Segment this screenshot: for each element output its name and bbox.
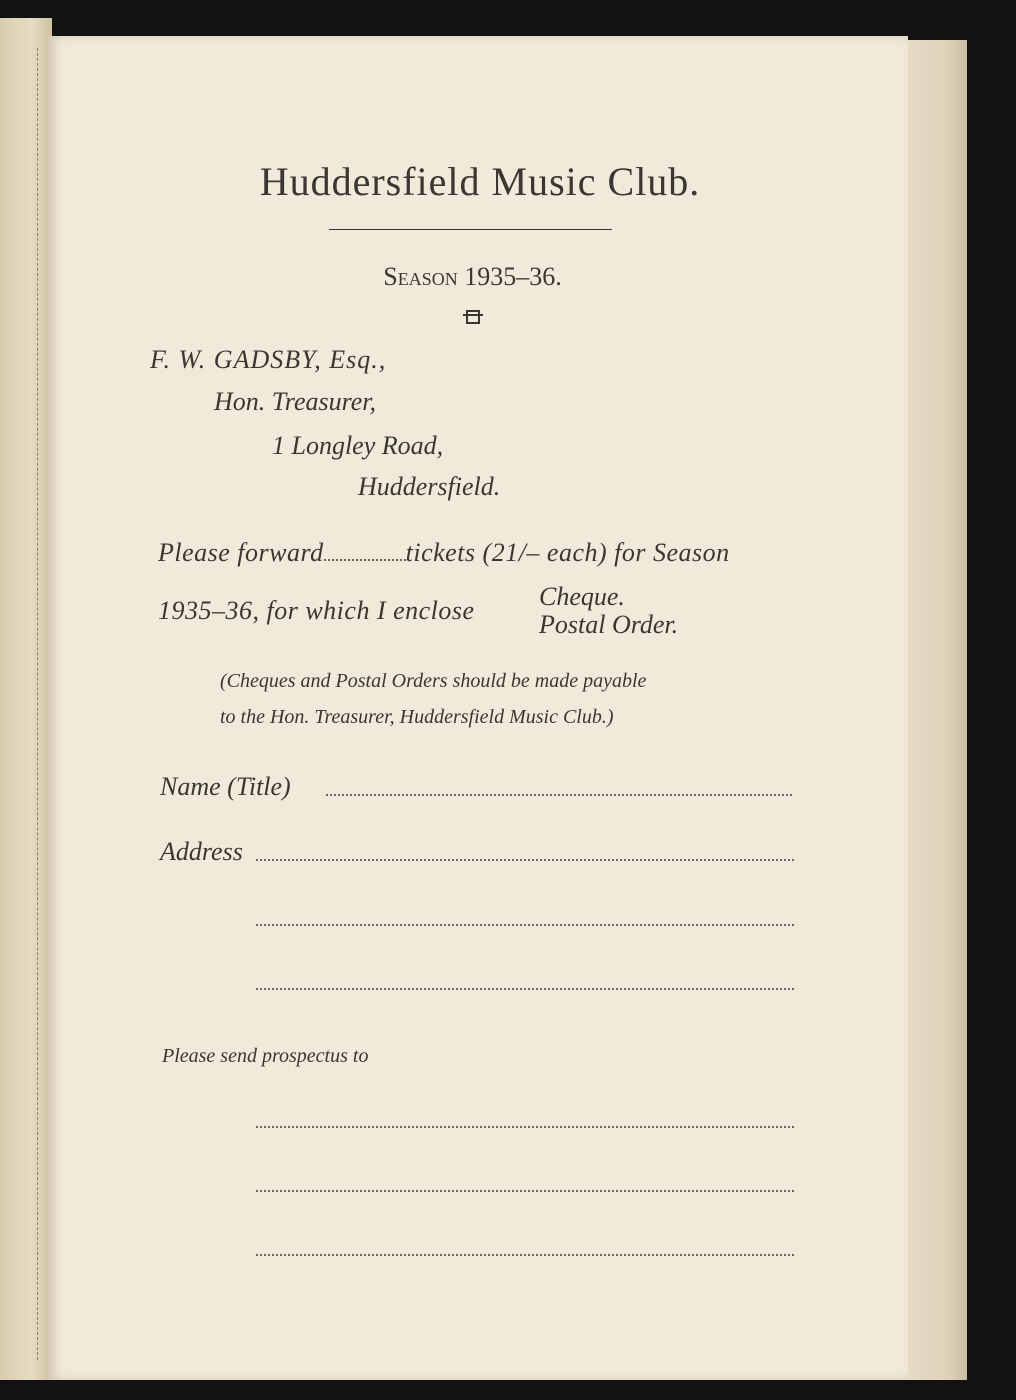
right-page-edge [906, 40, 967, 1380]
order-suffix: tickets (21/– each) for Season [405, 538, 730, 567]
recipient-street: 1 Longley Road, [272, 431, 444, 460]
recipient-town: Huddersfield. [358, 472, 501, 501]
payment-options [539, 583, 678, 639]
ticket-count-field[interactable] [324, 558, 406, 561]
name-field[interactable] [326, 794, 792, 796]
order-line-1 [158, 538, 730, 568]
left-page-edge [0, 18, 52, 1380]
title-rule [329, 229, 612, 230]
option-cheque: Cheque. [539, 582, 625, 611]
address-field-line-2[interactable] [256, 924, 794, 926]
name-label: Name (Title) [160, 772, 291, 801]
order-prefix: Please forward [158, 538, 324, 567]
prospectus-field-line-1[interactable] [256, 1126, 794, 1128]
stitching-line [36, 48, 38, 1360]
payment-note-line-2: to the Hon. Treasurer, Huddersfield Music Club.) [220, 706, 614, 728]
prospectus-field-line-3[interactable] [256, 1254, 794, 1256]
club-title: Huddersfield Music Club. [259, 159, 701, 204]
prospectus-field-line-2[interactable] [256, 1190, 794, 1192]
option-postal-order: Postal Order. [539, 610, 679, 639]
payment-note-line-1: (Cheques and Postal Orders should be made payable [220, 670, 647, 692]
ornament-square-icon [466, 310, 480, 324]
season-heading [0, 262, 945, 292]
order-line-2: 1935–36, for which I enclose [158, 596, 475, 625]
address-field-line-1[interactable] [256, 859, 794, 861]
address-label: Address [160, 837, 243, 866]
prospectus-label: Please send prospectus to [162, 1045, 369, 1067]
season-years: 1935–36. [464, 262, 562, 291]
season-word: Season [383, 262, 458, 291]
recipient-name: F. W. GADSBY, Esq., [150, 345, 387, 374]
recipient-role: Hon. Treasurer, [214, 387, 377, 416]
address-field-line-3[interactable] [256, 988, 794, 990]
